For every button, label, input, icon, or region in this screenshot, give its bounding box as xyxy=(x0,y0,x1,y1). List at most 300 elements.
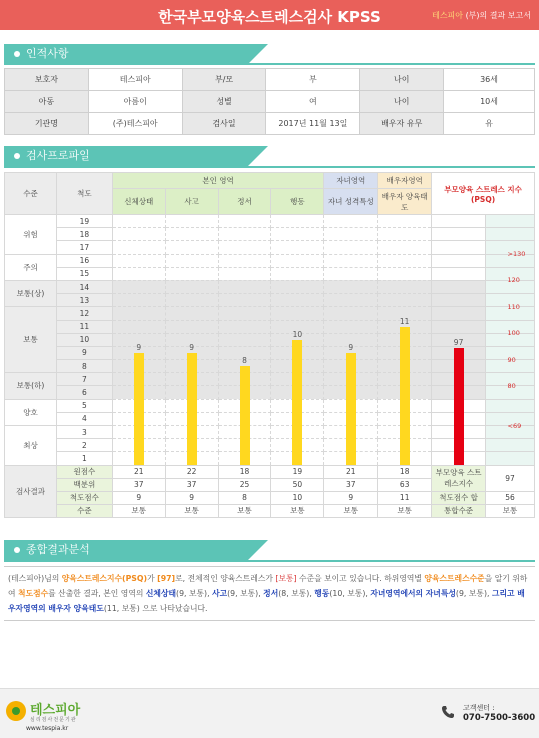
result-row xyxy=(5,504,535,517)
grid-cell xyxy=(218,426,271,439)
psq-scale-cell xyxy=(486,320,535,333)
section-personal-title: 인적사항 xyxy=(4,44,248,64)
summary-segment: [보통] xyxy=(275,574,297,583)
summary-segment: 을 알기 위하여 xyxy=(8,574,528,598)
psq-grid-cell xyxy=(432,254,486,267)
psq-grid-cell xyxy=(432,320,486,333)
info-value: 아름이 xyxy=(88,91,182,113)
grid-cell xyxy=(165,215,218,228)
self-domain-header: 본인 영역 xyxy=(112,173,324,189)
summary-segment: 신체상태 xyxy=(145,589,177,598)
psq-scale-label: 80 xyxy=(507,381,516,390)
score-label: 19 xyxy=(56,215,112,228)
grid-cell xyxy=(271,412,324,425)
psq-scale-cell xyxy=(486,241,535,254)
score-row xyxy=(5,360,535,373)
psq-scale-label: >130 xyxy=(507,250,526,259)
grid-cell xyxy=(218,346,271,359)
grid-cell xyxy=(112,439,165,452)
result-value: 보통 xyxy=(324,504,378,517)
score-row xyxy=(5,346,535,359)
summary-segment: 척도점수 xyxy=(18,589,49,598)
level-label: 주의 xyxy=(5,254,57,280)
result-row xyxy=(5,465,535,478)
grid-cell xyxy=(271,215,324,228)
score-label: 7 xyxy=(56,373,112,386)
grid-cell xyxy=(165,426,218,439)
grid-cell xyxy=(165,412,218,425)
result-value: 9 xyxy=(112,491,165,504)
result-value: 22 xyxy=(165,465,218,478)
score-label: 16 xyxy=(56,254,112,267)
score-label: 11 xyxy=(56,320,112,333)
grid-cell xyxy=(324,426,378,439)
grid-cell xyxy=(378,267,432,280)
grid-cell xyxy=(324,228,378,241)
psq-bar-label: 97 xyxy=(453,337,464,347)
grid-cell xyxy=(112,452,165,465)
result-value: 63 xyxy=(378,478,432,491)
grid-cell xyxy=(218,452,271,465)
psq-scale-cell xyxy=(486,360,535,373)
info-label: 검사일 xyxy=(182,113,266,135)
summary-segment: 자녀영역에서의 자녀특성 xyxy=(370,589,456,598)
info-row xyxy=(5,69,535,91)
grid-cell xyxy=(378,228,432,241)
grid-cell xyxy=(378,399,432,412)
section-summary-divider xyxy=(4,560,535,562)
grid-cell xyxy=(324,320,378,333)
psq-scale-cell xyxy=(486,373,535,386)
psq-scale-cell xyxy=(486,280,535,293)
psq-grid-cell xyxy=(432,280,486,293)
grid-cell xyxy=(165,452,218,465)
phone-icon xyxy=(441,705,455,719)
grid-cell xyxy=(378,386,432,399)
report-title: 한국부모양육스트레스검사 KPSS xyxy=(158,8,381,26)
grid-cell xyxy=(218,360,271,373)
grid-cell xyxy=(218,399,271,412)
summary-segment: (11, 보통) 으로 나타났습니다. xyxy=(103,604,208,613)
result-value: 19 xyxy=(271,465,324,478)
psq-grid-cell xyxy=(432,241,486,254)
grid-cell xyxy=(324,373,378,386)
grid-cell xyxy=(218,267,271,280)
level-label: 보통 xyxy=(5,307,57,373)
info-label: 보호자 xyxy=(5,69,89,91)
info-label: 나이 xyxy=(360,69,444,91)
info-label: 나이 xyxy=(360,91,444,113)
score-label: 8 xyxy=(56,360,112,373)
psq-level-label: 통합수준 xyxy=(432,504,486,517)
score-label: 10 xyxy=(56,333,112,346)
result-value: 21 xyxy=(324,465,378,478)
profile-table xyxy=(4,172,535,518)
summary-segment: [97] xyxy=(157,574,176,583)
summary-segment: 를 산출한 결과, 본인 영역의 xyxy=(48,589,146,598)
grid-cell xyxy=(378,373,432,386)
grid-cell xyxy=(165,373,218,386)
summary-segment: (8, 보통), xyxy=(278,589,315,598)
child-domain-header: 자녀영역 xyxy=(324,173,378,189)
grid-cell xyxy=(112,228,165,241)
psq-grid-cell xyxy=(432,294,486,307)
result-value: 보통 xyxy=(165,504,218,517)
score-row xyxy=(5,280,535,293)
info-label: 아동 xyxy=(5,91,89,113)
grid-cell xyxy=(378,333,432,346)
psq-grid-cell xyxy=(432,399,486,412)
grid-cell xyxy=(112,399,165,412)
grid-cell xyxy=(165,439,218,452)
summary-segment: 행동 xyxy=(314,589,330,598)
grid-cell xyxy=(218,373,271,386)
level-header: 수준 xyxy=(5,173,57,215)
grid-cell xyxy=(165,228,218,241)
level-label: 최상 xyxy=(5,426,57,466)
result-value: 21 xyxy=(112,465,165,478)
grid-cell xyxy=(378,452,432,465)
score-row xyxy=(5,228,535,241)
score-row xyxy=(5,333,535,346)
grid-cell xyxy=(165,360,218,373)
website-url[interactable]: www.tespia.kr xyxy=(26,725,69,732)
domain-column-header: 사고 xyxy=(165,189,218,215)
grid-cell xyxy=(378,241,432,254)
grid-cell xyxy=(218,228,271,241)
psq-scale-label: 110 xyxy=(507,302,520,311)
summary-segment: (10, 보통), xyxy=(329,589,371,598)
psq-sum-label: 척도점수 합 xyxy=(432,491,486,504)
info-value: 2017년 11월 13일 xyxy=(266,113,360,135)
psq-grid-cell xyxy=(432,386,486,399)
grid-cell xyxy=(218,307,271,320)
info-value: 테스피아 xyxy=(88,69,182,91)
spouse-column-header: 배우자 양육태도 xyxy=(378,189,432,215)
grid-cell xyxy=(324,280,378,293)
grid-cell xyxy=(112,346,165,359)
psq-scale-cell xyxy=(486,267,535,280)
grid-cell xyxy=(324,307,378,320)
grid-cell xyxy=(165,386,218,399)
grid-cell xyxy=(324,439,378,452)
grid-cell xyxy=(271,267,324,280)
grid-cell xyxy=(324,241,378,254)
psq-result-value: 97 xyxy=(486,465,535,491)
summary-segment: (테스피아)님의 xyxy=(8,574,62,583)
grid-cell xyxy=(324,386,378,399)
grid-cell xyxy=(378,346,432,359)
grid-cell xyxy=(218,294,271,307)
grid-cell xyxy=(112,241,165,254)
result-value: 10 xyxy=(271,491,324,504)
grid-cell xyxy=(378,294,432,307)
grid-cell xyxy=(165,280,218,293)
grid-cell xyxy=(378,280,432,293)
grid-cell xyxy=(271,241,324,254)
grid-cell xyxy=(378,412,432,425)
grid-cell xyxy=(165,320,218,333)
grid-cell xyxy=(271,373,324,386)
info-value: (주)테스피아 xyxy=(88,113,182,135)
score-row xyxy=(5,215,535,228)
grid-cell xyxy=(165,267,218,280)
grid-cell xyxy=(378,439,432,452)
score-label: 3 xyxy=(56,426,112,439)
info-row xyxy=(5,91,535,113)
score-row xyxy=(5,241,535,254)
result-value: 보통 xyxy=(271,504,324,517)
grid-cell xyxy=(324,215,378,228)
info-value: 여 xyxy=(266,91,360,113)
grid-cell xyxy=(112,254,165,267)
grid-cell xyxy=(112,320,165,333)
score-row xyxy=(5,452,535,465)
grid-cell xyxy=(324,294,378,307)
spouse-domain-header: 배우자영역 xyxy=(378,173,432,189)
grid-cell xyxy=(112,333,165,346)
grid-cell xyxy=(165,333,218,346)
score-row xyxy=(5,307,535,320)
contact-number[interactable]: 070-7500-3600 xyxy=(463,713,536,723)
grid-cell xyxy=(218,386,271,399)
result-value: 보통 xyxy=(218,504,271,517)
grid-cell xyxy=(324,267,378,280)
grid-cell xyxy=(324,254,378,267)
grid-cell xyxy=(112,373,165,386)
result-row-label: 수준 xyxy=(56,504,112,517)
grid-cell xyxy=(218,241,271,254)
score-label: 5 xyxy=(56,399,112,412)
summary-text xyxy=(4,566,535,621)
psq-grid-cell xyxy=(432,333,486,346)
psq-grid-cell xyxy=(432,307,486,320)
psq-scale-cell xyxy=(486,333,535,346)
psq-scale-cell xyxy=(486,215,535,228)
grid-cell xyxy=(112,360,165,373)
result-value: 9 xyxy=(165,491,218,504)
grid-cell xyxy=(324,360,378,373)
psq-result-label: 부모양육 스트레스지수 xyxy=(432,465,486,491)
result-value: 37 xyxy=(324,478,378,491)
score-row xyxy=(5,399,535,412)
info-label: 성별 xyxy=(182,91,266,113)
result-value: 25 xyxy=(218,478,271,491)
psq-sum-value: 56 xyxy=(486,491,535,504)
score-label: 14 xyxy=(56,280,112,293)
summary-segment: 가 xyxy=(147,574,158,583)
score-label: 6 xyxy=(56,386,112,399)
domain-column-header: 신체상태 xyxy=(112,189,165,215)
psq-scale-cell xyxy=(486,254,535,267)
psq-grid-cell xyxy=(432,412,486,425)
grid-cell xyxy=(271,399,324,412)
info-row xyxy=(5,113,535,135)
level-label: 위험 xyxy=(5,215,57,255)
info-value: 10세 xyxy=(444,91,535,113)
psq-grid-cell xyxy=(432,215,486,228)
result-value: 37 xyxy=(165,478,218,491)
summary-segment: 수준을 보이고 있습니다. 하위영역별 xyxy=(296,574,425,583)
section-profile-title: 검사프로파일 xyxy=(4,146,248,166)
psq-scale-cell xyxy=(486,452,535,465)
grid-cell xyxy=(112,294,165,307)
grid-cell xyxy=(218,280,271,293)
psq-scale-cell xyxy=(486,228,535,241)
score-row xyxy=(5,373,535,386)
grid-cell xyxy=(218,320,271,333)
info-label: 기관명 xyxy=(5,113,89,135)
logo-mark-icon xyxy=(6,701,26,721)
score-bar-label: 9 xyxy=(348,342,354,352)
result-value: 50 xyxy=(271,478,324,491)
psq-grid-cell xyxy=(432,452,486,465)
result-row-label: 원점수 xyxy=(56,465,112,478)
grid-cell xyxy=(271,426,324,439)
score-label: 2 xyxy=(56,439,112,452)
grid-cell xyxy=(324,346,378,359)
grid-cell xyxy=(165,254,218,267)
grid-cell xyxy=(218,333,271,346)
grid-cell xyxy=(112,307,165,320)
grid-cell xyxy=(378,360,432,373)
info-label: 부/모 xyxy=(182,69,266,91)
report-subtitle-suffix: (부)의 결과 보고서 xyxy=(465,11,531,20)
info-label: 배우자 유무 xyxy=(360,113,444,135)
score-row xyxy=(5,294,535,307)
grid-cell xyxy=(378,215,432,228)
score-row xyxy=(5,267,535,280)
psq-scale-cell xyxy=(486,386,535,399)
grid-cell xyxy=(165,346,218,359)
psq-scale-cell xyxy=(486,399,535,412)
grid-cell xyxy=(271,294,324,307)
grid-cell xyxy=(271,360,324,373)
psq-scale-label: 90 xyxy=(507,355,516,364)
info-value: 유 xyxy=(444,113,535,135)
summary-segment: (9, 보통), xyxy=(176,589,213,598)
score-label: 13 xyxy=(56,294,112,307)
personal-info-table xyxy=(4,68,535,135)
score-bar-label: 8 xyxy=(242,356,247,366)
psq-grid-cell xyxy=(432,346,486,359)
score-label: 1 xyxy=(56,452,112,465)
summary-segment: 그리고 배우자영역의 배우자 양육태도 xyxy=(8,589,525,613)
psq-scale-label: 120 xyxy=(507,276,520,285)
level-label: 보통(하) xyxy=(5,373,57,399)
result-value: 8 xyxy=(218,491,271,504)
psq-grid-cell xyxy=(432,373,486,386)
psq-level-value: 보통 xyxy=(486,504,535,517)
logo-name: 테스피아 xyxy=(30,703,81,718)
score-label: 18 xyxy=(56,228,112,241)
score-row xyxy=(5,320,535,333)
psq-scale-cell xyxy=(486,439,535,452)
section-personal-divider xyxy=(4,63,535,65)
domain-column-header: 정서 xyxy=(218,189,271,215)
summary-segment: (9, 보통), xyxy=(455,589,492,598)
section-profile-divider xyxy=(4,166,535,168)
psq-grid-cell xyxy=(432,426,486,439)
summary-segment: 사고 xyxy=(212,589,228,598)
report-org: 테스피아 xyxy=(432,11,464,20)
score-bar-label: 9 xyxy=(136,342,142,352)
score-label: 17 xyxy=(56,241,112,254)
score-row xyxy=(5,439,535,452)
score-bar-label: 11 xyxy=(399,316,410,326)
grid-cell xyxy=(271,439,324,452)
psq-header: 부모양육 스트레스 지수 (PSQ) xyxy=(432,173,535,215)
score-label: 15 xyxy=(56,267,112,280)
section-summary-title: 종합결과분석 xyxy=(4,540,248,560)
result-row-label: 척도점수 xyxy=(56,491,112,504)
info-value: 부 xyxy=(266,69,360,91)
summary-segment: (9, 보통), xyxy=(227,589,264,598)
grid-cell xyxy=(218,215,271,228)
score-bar-label: 10 xyxy=(292,329,303,339)
result-row xyxy=(5,491,535,504)
grid-cell xyxy=(378,254,432,267)
grid-cell xyxy=(271,280,324,293)
psq-scale-cell xyxy=(486,294,535,307)
grid-cell xyxy=(218,439,271,452)
summary-segment: 양육스트레스수준 xyxy=(424,574,485,583)
logo-tagline: 심리검사전문기관 xyxy=(30,717,77,723)
score-bar-label: 9 xyxy=(189,342,195,352)
result-value: 11 xyxy=(378,491,432,504)
grid-cell xyxy=(271,346,324,359)
grid-cell xyxy=(165,399,218,412)
result-label: 검사결과 xyxy=(5,465,57,517)
result-value: 18 xyxy=(218,465,271,478)
grid-cell xyxy=(378,307,432,320)
psq-scale-cell xyxy=(486,346,535,359)
level-label: 보통(상) xyxy=(5,280,57,306)
score-label: 12 xyxy=(56,307,112,320)
score-row xyxy=(5,254,535,267)
psq-scale-cell xyxy=(486,307,535,320)
grid-cell xyxy=(271,307,324,320)
result-value: 보통 xyxy=(378,504,432,517)
scale-header: 척도 xyxy=(56,173,112,215)
grid-cell xyxy=(112,215,165,228)
grid-cell xyxy=(271,333,324,346)
score-row xyxy=(5,386,535,399)
grid-cell xyxy=(378,320,432,333)
level-label: 양호 xyxy=(5,399,57,425)
summary-segment: 로, 전체적인 양육스트레스가 xyxy=(175,574,276,583)
child-column-header: 자녀 성격특성 xyxy=(324,189,378,215)
result-row-label: 백분위 xyxy=(56,478,112,491)
score-label: 4 xyxy=(56,412,112,425)
grid-cell xyxy=(112,280,165,293)
grid-cell xyxy=(324,333,378,346)
report-header xyxy=(0,0,539,30)
grid-cell xyxy=(324,412,378,425)
grid-cell xyxy=(271,452,324,465)
psq-grid-cell xyxy=(432,439,486,452)
report-subtitle xyxy=(432,10,531,21)
grid-cell xyxy=(165,241,218,254)
grid-cell xyxy=(271,386,324,399)
summary-segment: 정서 xyxy=(263,589,279,598)
grid-cell xyxy=(112,412,165,425)
psq-scale-label: <69 xyxy=(507,421,522,430)
grid-cell xyxy=(165,294,218,307)
grid-cell xyxy=(218,254,271,267)
grid-cell xyxy=(324,399,378,412)
result-value: 보통 xyxy=(112,504,165,517)
